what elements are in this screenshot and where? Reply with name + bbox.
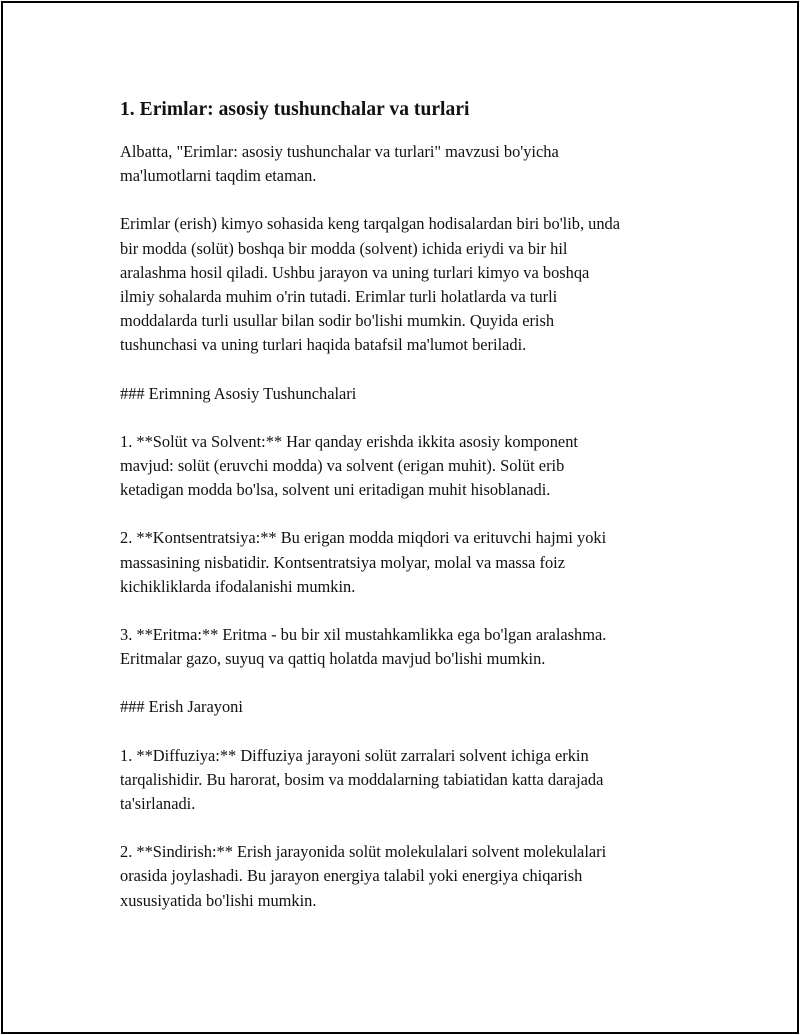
- section-heading-process: [120, 695, 700, 719]
- intro-paragraph: [120, 140, 700, 188]
- overview-paragraph: [120, 212, 700, 357]
- text-line: 1. **Solüt va Solvent:** Har qanday erishda ikkita asosiy komponent: [120, 431, 578, 451]
- document-title: 1. Erimlar: asosiy tushunchalar va turlari: [120, 99, 470, 120]
- text-line: ta'sirlanadi.: [120, 794, 196, 814]
- section-heading-concepts: [120, 382, 700, 406]
- list-item-concentration: [120, 526, 700, 599]
- text-line: orasida joylashadi. Bu jarayon energiya talabil yoki energiya chiqarish: [120, 866, 583, 886]
- text-line: massasining nisbatidir. Kontsentratsiya molyar, molal va massa foiz: [120, 552, 565, 572]
- text-line: 2. **Kontsentratsiya:** Bu erigan modda miqdori va erituvchi hajmi yoki: [120, 528, 607, 548]
- text-line: 3. **Eritma:** Eritma - bu bir xil mustahkamlikka ega bo'lgan aralashma.: [120, 625, 607, 645]
- text-line: ### Erish Jarayoni: [120, 697, 243, 717]
- list-item-solute-solvent: [120, 430, 700, 503]
- text-line: bir modda (solüt) boshqa bir modda (solvent) ichida eriydi va bir hil: [120, 238, 568, 258]
- text-line: moddalarda turli usullar bilan sodir bo'lishi mumkin. Quyida erish: [120, 311, 555, 331]
- document-body: [120, 97, 700, 937]
- list-item-diffusion: [120, 744, 700, 817]
- text-line: aralashma hosil qiladi. Ushbu jarayon va uning turlari kimyo va boshqa: [120, 262, 590, 282]
- text-line: Albatta, "Erimlar: asosiy tushunchalar va turlari" mavzusi bo'yicha: [120, 142, 559, 161]
- text-line: xususiyatida bo'lishi mumkin.: [120, 890, 317, 910]
- text-line: Erimlar (erish) kimyo sohasida keng tarqalgan hodisalardan biri bo'lib, unda: [120, 214, 621, 234]
- text-line: kichikliklarda ifodalanishi mumkin.: [120, 576, 356, 596]
- text-line: ### Erimning Asosiy Tushunchalari: [120, 383, 357, 403]
- text-line: ma'lumotlarni taqdim etaman.: [120, 166, 317, 186]
- text-line: ketadigan modda bo'lsa, solvent uni eritadigan muhit hisoblanadi.: [120, 480, 551, 500]
- text-line: tarqalishidir. Bu harorat, bosim va moddalarning tabiatidan katta darajada: [120, 769, 604, 789]
- page-frame: [1, 1, 799, 1034]
- list-item-solution: [120, 623, 700, 671]
- text-line: 1. **Diffuziya:** Diffuziya jarayoni solüt zarralari solvent ichiga erkin: [120, 745, 589, 765]
- text-line: Eritmalar gazo, suyuq va qattiq holatda mavjud bo'lishi mumkin.: [120, 649, 546, 669]
- text-line: 2. **Sindirish:** Erish jarayonida solüt molekulalari solvent molekulalari: [120, 842, 607, 862]
- text-line: ilmiy sohalarda muhim o'rin tutadi. Erimlar turli holatlarda va turli: [120, 287, 558, 307]
- text-line: tushunchasi va uning turlari haqida batafsil ma'lumot beriladi.: [120, 335, 527, 355]
- text-line: mavjud: solüt (eruvchi modda) va solvent (erigan muhit). Solüt erib: [120, 456, 565, 476]
- list-item-dissolution: [120, 840, 700, 913]
